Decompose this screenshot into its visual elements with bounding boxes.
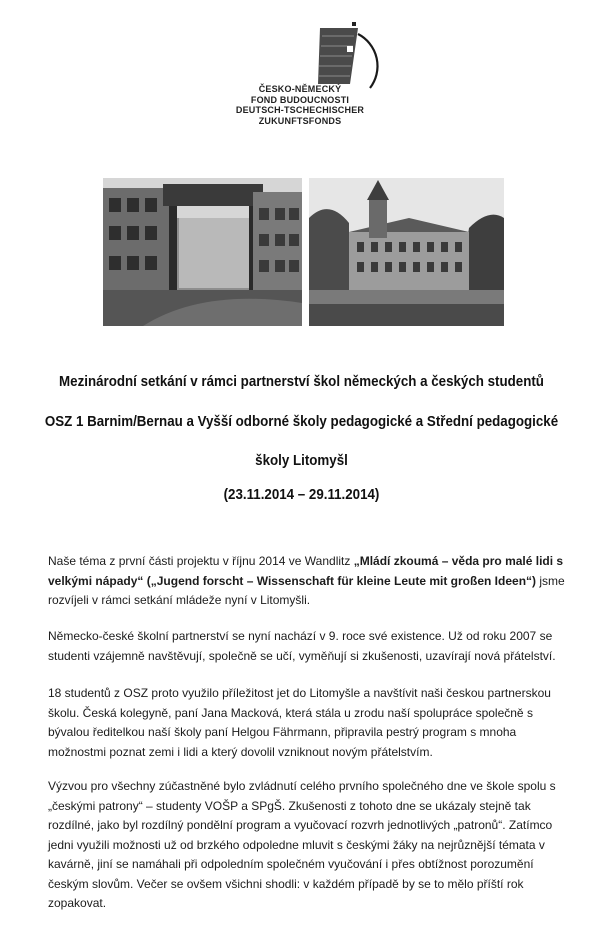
title-line-3: školy Litomyšl	[255, 453, 348, 469]
logo-line-3: DEUTSCH-TSCHECHISCHER	[235, 105, 365, 115]
paragraph-2	[48, 627, 568, 666]
paragraph-1-outro: jsme rozvíjeli v rámci setkání mládeže nyní v Litomyšli.	[48, 573, 565, 607]
paragraph-2-text: Německo-české školní partnerství se nyní nachází v 9. roce své existence. Už od roku 2007 se studenti vzájemně navštěvují, společně se učí, vyměňují si zkušenosti, uzavírají nová přátelství.	[48, 629, 556, 663]
logo-line-4: ZUKUNFTSFONDS	[258, 115, 342, 126]
foundation-name	[200, 84, 400, 126]
historic-building-photo	[309, 178, 504, 326]
paragraph-3	[48, 684, 568, 762]
school-building-photo	[103, 178, 302, 326]
paragraph-4-text: Výzvou pro všechny zúčastněné bylo zvládnutí celého prvního společného dne ve škole spolu s „českými patrony“ – studenty VOŠP a SPgŠ. Zkušenosti z tohoto dne se ukázaly stejně tak rozdílné, jako byl rozdílný pondělní program a vyučovací rozvrh jednotlivých „patronů“. Zatímco jedni využili možnosti už od brzkého odpoledne mluvit s českými žáky na nejrůznější témata v kavárně, jiní se namáhali při odpoledním společném vyučování i přes obtížnost porozumění českým slovům. Večer se ovšem všichni shodli: v každém případě by se to mělo příští rok zopakovat.	[48, 779, 556, 910]
logo-line-2: FOND BUDOUCNOSTI	[250, 94, 350, 105]
paragraph-1-intro: Naše téma z první části projektu v říjnu 2014 ve Wandlitz	[48, 554, 354, 568]
paragraph-1-theme-cz: „Mládí zkoumá – věda pro malé lidi s velkými nápady“	[48, 554, 564, 588]
foundation-logo	[0, 0, 603, 140]
paragraph-3-text: 18 studentů z OSZ proto využilo příležitost jet do Litomyšle a navštívit naši českou partnerskou školu. Česká kolegyně, paní Jana Macková, která stála u zrodu naší spolupráce společně s bývalou ředitelkou naší školy paní Helgou Fährmann, připravila pestrý program s mnoha možnostmi poznat zemi i lidi a který dovolil vzniknout novým přátelstvím.	[48, 686, 551, 759]
paragraph-1-theme-de: („Jugend forscht – Wissenschaft für kleine Leute mit großen Ideen“)	[146, 573, 537, 588]
logo-line-1: ČESKO-NĚMECKÝ	[258, 84, 342, 94]
photo-school-litomysl	[309, 178, 504, 326]
paragraph-1	[48, 552, 568, 611]
title-line-2: OSZ 1 Barnim/Bernau a Vyšší odborné školy pedagogické a Střední pedagogické	[44, 414, 559, 430]
title-dates: (23.11.2014 – 29.11.2014)	[223, 487, 380, 503]
title-line-1: Mezinárodní setkání v rámci partnerství škol německých a českých studentů	[59, 374, 544, 390]
paragraph-4	[48, 777, 568, 914]
photo-school-osz	[103, 178, 302, 326]
